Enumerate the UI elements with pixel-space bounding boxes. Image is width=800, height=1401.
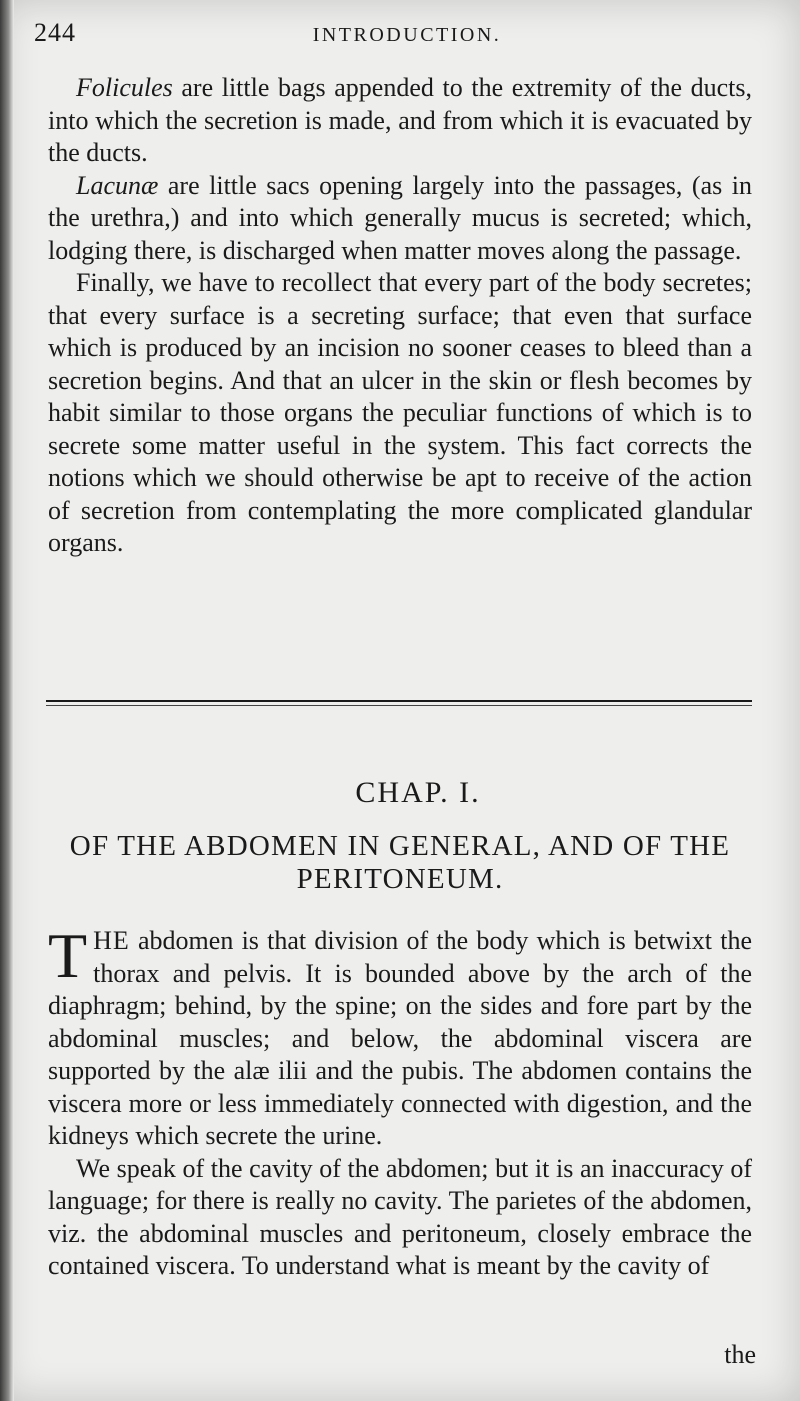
paragraph-text: abdomen is that division of the body which is betwixt the thorax and pelvis. It is bounded above by the arch of the diaphragm; behind, by the spine; on the sides and fore part by the abdominal muscles; and below, the abdominal viscera are supported by the alæ ilii and the pubis. The abdomen contains the viscera more or less immediately connected with digestion, and the kidneys which secrete the urine.: [48, 926, 752, 1150]
page-number: 244: [34, 18, 76, 47]
chapter-number: CHAP. I.: [355, 776, 481, 809]
page-header: [30, 18, 754, 52]
running-title: INTRODUCTION.: [312, 24, 502, 46]
paragraph-abdomen: [48, 920, 752, 1153]
catchword: the: [724, 1340, 756, 1369]
chapter-text-block: [48, 920, 752, 1283]
small-caps-opening: HE: [93, 926, 130, 955]
chapter-title: OF THE ABDOMEN IN GENERAL, AND OF THE PERITONEUM.: [69, 830, 731, 895]
term-lacunae: Lacunæ: [76, 170, 159, 200]
paragraph-folicules: [48, 72, 752, 170]
paragraph-cavity: [48, 1153, 752, 1283]
drop-cap: T: [48, 920, 88, 991]
term-folicules: Folicules: [76, 73, 173, 102]
paragraph-finally: [48, 267, 752, 560]
paragraph-text: We speak of the cavity of the abdomen; but it is an inaccuracy of language; for there is really no cavity. The parietes of the abdomen, viz. the abdominal muscles and peritoneum, closely embrace the contained viscera. To understand what is meant by the cavity of: [48, 1153, 752, 1280]
paragraph-lacunae: [48, 170, 752, 268]
intro-text-block: [48, 72, 752, 560]
paragraph-text: are little sacs opening largely into the passages, (as in the urethra,) and into which generally mucus is secreted; which, lodging there, is discharged when matter moves along the passage.: [48, 170, 752, 265]
paragraph-text: are little bags appended to the extremity of the ducts, into which the secretion is made, and from which it is evacuated by the ducts.: [48, 73, 752, 167]
page-spine-shadow: [0, 0, 14, 1401]
section-divider: [46, 700, 752, 702]
section-divider-thin: [46, 705, 752, 706]
paragraph-text: Finally, we have to recollect that every part of the body secretes; that every surface is a secreting surface; that even that surface which is produced by an incision no sooner ceases to bleed than a secretion begins. And that an ulcer in the skin or flesh becomes by habit similar to those organs the peculiar functions of which is to secrete some matter useful in the system. This fact corrects the notions which we should otherwise be apt to receive of the action of secretion from contemplating the more complicated glandular organs.: [48, 268, 752, 557]
